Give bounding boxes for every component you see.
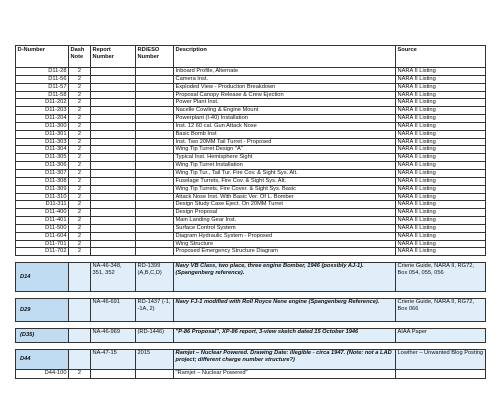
rdeso-cell <box>136 83 174 91</box>
source-cell: NARA II Listing <box>396 115 486 123</box>
description-cell: Navy FJ-1 modified with Roll Royce Nene engine (Spangenberg Reference). <box>174 299 396 322</box>
table-row-d29 <box>16 299 486 322</box>
dash-cell: 2 <box>69 154 91 162</box>
table-row <box>16 83 486 91</box>
source-cell <box>396 370 486 379</box>
report-cell <box>91 177 136 185</box>
description-cell: Wing Tip Tur., Tail Tur. Fire Cov. & Sight Sys. Alt. <box>174 169 396 177</box>
d-number-cell: D11-500 <box>16 224 69 232</box>
d-number-cell: D11-203 <box>16 107 69 115</box>
report-cell <box>91 115 136 123</box>
description-cell: Wing Structure <box>174 240 396 248</box>
dash-cell: 2 <box>69 232 91 240</box>
rdeso-cell <box>136 224 174 232</box>
source-cell: NARA II Listing <box>396 162 486 170</box>
source-cell: NARA II Listing <box>396 83 486 91</box>
d-number-cell: D44 <box>16 350 69 370</box>
report-cell <box>91 107 136 115</box>
description-cell: Inst. 12 60 cal. Gun Attack Nose <box>174 122 396 130</box>
rdeso-cell <box>136 146 174 154</box>
table-row <box>16 146 486 154</box>
dash-cell <box>69 350 91 370</box>
description-cell: Exploded View - Production Breakdown <box>174 83 396 91</box>
report-cell: NA-46-969 <box>91 329 136 343</box>
header-source: Source <box>396 46 486 68</box>
table-row <box>16 154 486 162</box>
dash-cell: 2 <box>69 177 91 185</box>
dash-cell: 2 <box>69 201 91 209</box>
report-cell <box>91 209 136 217</box>
spacer-row <box>16 322 486 329</box>
table-row <box>16 122 486 130</box>
source-cell: Crierie Guide, NARA II, RG72, Box 054, 055, 056 <box>396 263 486 292</box>
dash-cell: 2 <box>69 75 91 83</box>
report-cell <box>91 146 136 154</box>
description-cell: Design Proposal <box>174 209 396 217</box>
rdeso-cell: (RD-1446) <box>136 329 174 343</box>
source-cell: NARA II Listing <box>396 240 486 248</box>
report-cell <box>91 193 136 201</box>
d-number-cell: D11-306 <box>16 162 69 170</box>
description-cell: Basic Bomb Inst <box>174 130 396 138</box>
table-row <box>16 248 486 256</box>
source-cell: NARA II Listing <box>396 122 486 130</box>
d-number-cell: D11-303 <box>16 138 69 146</box>
source-cell: Crierie Guide, NARA II, RG72, Box 066 <box>396 299 486 322</box>
table-row <box>16 240 486 248</box>
d-number-cell: D29 <box>16 299 69 322</box>
description-cell: Attack Nose Inst. With Basic Ver. Of L. Bomber <box>174 193 396 201</box>
table-body <box>16 68 486 256</box>
table-header-row <box>16 46 486 68</box>
dash-cell: 2 <box>69 224 91 232</box>
report-cell <box>91 154 136 162</box>
table-body-highlight <box>16 256 486 379</box>
report-cell: NA-47-15 <box>91 350 136 370</box>
d-number-cell: D11-311 <box>16 201 69 209</box>
source-cell: NARA II Listing <box>396 217 486 225</box>
d-number-cell: D11-702 <box>16 248 69 256</box>
rdeso-cell <box>136 217 174 225</box>
d-number-cell: D44-100 <box>16 370 69 379</box>
rdeso-cell <box>136 68 174 76</box>
dash-cell: 2 <box>69 169 91 177</box>
table-row <box>16 75 486 83</box>
dash-cell: 2 <box>69 370 91 379</box>
report-cell <box>91 201 136 209</box>
source-cell: Lowther – Unwanted Blog Posting <box>396 350 486 370</box>
report-cell <box>91 224 136 232</box>
source-cell: NARA II Listing <box>396 209 486 217</box>
table-row <box>16 130 486 138</box>
dash-cell: 2 <box>69 185 91 193</box>
header-dash-note: Dash Note <box>69 46 91 68</box>
d-number-cell: D11-400 <box>16 209 69 217</box>
source-cell: NARA II Listing <box>396 68 486 76</box>
description-cell: Inst. Two 20MM Tail Turret - Proposed <box>174 138 396 146</box>
table-row <box>16 107 486 115</box>
table-row-d44 <box>16 350 486 370</box>
table-row <box>16 217 486 225</box>
rdeso-cell <box>136 115 174 123</box>
d-number-cell: D11-58 <box>16 91 69 99</box>
description-cell: Fuselage Turrets, Fire Cov. & Sight Sys. Alt. <box>174 177 396 185</box>
description-cell: Wing Tip Turrets, Fire Cover. & Sight Sys. Basic <box>174 185 396 193</box>
d-number-cell: D11-604 <box>16 232 69 240</box>
dash-cell: 2 <box>69 217 91 225</box>
d-number-cell: D11-202 <box>16 99 69 107</box>
description-cell: "P-86 Proposal", XP-86 report, 3-view sketch dated 15 October 1946 <box>174 329 396 343</box>
description-cell: Powerplant (I-40) Installation <box>174 115 396 123</box>
description-cell: Diagram Hydraulic System - Proposed <box>174 232 396 240</box>
description-cell: Proposal Canopy Release & Crew Ejection <box>174 91 396 99</box>
report-cell <box>91 217 136 225</box>
dash-cell: 2 <box>69 99 91 107</box>
source-cell: NARA II Listing <box>396 224 486 232</box>
report-cell <box>91 185 136 193</box>
source-cell: NARA II Listing <box>396 91 486 99</box>
d-number-cell: D11-304 <box>16 146 69 154</box>
table-row-d14 <box>16 263 486 292</box>
description-cell: Wing Tip Turret Installation <box>174 162 396 170</box>
source-cell: NARA II Listing <box>396 146 486 154</box>
table-row <box>16 91 486 99</box>
header-d-number: D-Number <box>16 46 69 68</box>
rdeso-cell <box>136 154 174 162</box>
rdeso-cell <box>136 169 174 177</box>
d-number-cell: D11-56 <box>16 75 69 83</box>
d-number-cell: D11-305 <box>16 154 69 162</box>
dash-cell: 2 <box>69 138 91 146</box>
report-cell <box>91 138 136 146</box>
table-row <box>16 68 486 76</box>
rdeso-cell <box>136 130 174 138</box>
rdeso-cell: 2015 <box>136 350 174 370</box>
table-row <box>16 201 486 209</box>
source-cell: NARA II Listing <box>396 193 486 201</box>
rdeso-cell: RD-1399 (A,B,C,D) <box>136 263 174 292</box>
table-row <box>16 193 486 201</box>
rdeso-cell <box>136 138 174 146</box>
rdeso-cell <box>136 370 174 379</box>
dash-cell: 2 <box>69 240 91 248</box>
report-cell <box>91 99 136 107</box>
dash-cell: 2 <box>69 209 91 217</box>
dash-cell: 2 <box>69 193 91 201</box>
dash-cell: 2 <box>69 91 91 99</box>
dash-cell: 2 <box>69 248 91 256</box>
description-cell: Typical Inst. Hemisphere Sight <box>174 154 396 162</box>
table-row <box>16 138 486 146</box>
dash-cell <box>69 329 91 343</box>
description-cell: Ramjet – Nuclear Powered. Drawing Date: illegible - circa 1947. (Note: not a LAD project; different charge number structure?) <box>174 350 396 370</box>
dash-cell: 2 <box>69 115 91 123</box>
report-cell <box>91 83 136 91</box>
description-cell: Inboard Profile, Alternate <box>174 68 396 76</box>
spacer-row <box>16 292 486 299</box>
rdeso-cell <box>136 107 174 115</box>
spacer-row <box>16 343 486 350</box>
dash-cell: 2 <box>69 162 91 170</box>
source-cell: NARA II Listing <box>396 154 486 162</box>
description-cell: Design Study Case Eject. On 20MM Turret <box>174 201 396 209</box>
rdeso-cell <box>136 91 174 99</box>
source-cell: AIAA Paper <box>396 329 486 343</box>
d-number-cell: D11-401 <box>16 217 69 225</box>
source-cell: NARA II Listing <box>396 177 486 185</box>
rdeso-cell <box>136 201 174 209</box>
dash-cell <box>69 299 91 322</box>
rdeso-cell <box>136 177 174 185</box>
description-cell: Navy VB Class, two place, three engine Bomber, 1946 (possibly AJ-1). (Spangenberg reference). <box>174 263 396 292</box>
rdeso-cell <box>136 162 174 170</box>
d-number-cell: D11-57 <box>16 83 69 91</box>
rdeso-cell <box>136 75 174 83</box>
d-number-cell: D11-309 <box>16 185 69 193</box>
rdeso-cell: RD-1437 (-1, -1A, 2) <box>136 299 174 322</box>
description-cell: Wing Tip Turret Design "A" <box>174 146 396 154</box>
report-cell <box>91 248 136 256</box>
header-report-number: Report Number <box>91 46 136 68</box>
rdeso-cell <box>136 99 174 107</box>
description-cell: "Ramjet – Nuclear Powered" <box>174 370 396 379</box>
source-cell: NARA II Listing <box>396 201 486 209</box>
d-number-cell: (D35) <box>16 329 69 343</box>
description-cell: Camera Inst. <box>174 75 396 83</box>
drawing-list-table <box>15 45 486 379</box>
rdeso-cell <box>136 232 174 240</box>
table-row <box>16 209 486 217</box>
report-cell <box>91 68 136 76</box>
source-cell: NARA II Listing <box>396 75 486 83</box>
report-cell: NA-46-691 <box>91 299 136 322</box>
table-row <box>16 99 486 107</box>
table-row <box>16 162 486 170</box>
d-number-cell: D11-308 <box>16 177 69 185</box>
source-cell: NARA II Listing <box>396 248 486 256</box>
description-cell: Surface Control System <box>174 224 396 232</box>
description-cell: Proposed Emergency Structure Diagram <box>174 248 396 256</box>
report-cell <box>91 240 136 248</box>
table-row <box>16 177 486 185</box>
d-number-cell: D11-701 <box>16 240 69 248</box>
d-number-cell: D11-28 <box>16 68 69 76</box>
spacer-row <box>16 256 486 263</box>
source-cell: NARA II Listing <box>396 169 486 177</box>
report-cell <box>91 169 136 177</box>
table-row <box>16 169 486 177</box>
d-number-cell: D11-301 <box>16 130 69 138</box>
report-cell <box>91 75 136 83</box>
dash-cell: 2 <box>69 130 91 138</box>
dash-cell: 2 <box>69 68 91 76</box>
table-row <box>16 115 486 123</box>
table-row-d35 <box>16 329 486 343</box>
dash-cell <box>69 263 91 292</box>
source-cell: NARA II Listing <box>396 138 486 146</box>
source-cell: NARA II Listing <box>396 130 486 138</box>
rdeso-cell <box>136 185 174 193</box>
rdeso-cell <box>136 248 174 256</box>
table-row <box>16 232 486 240</box>
table-row <box>16 185 486 193</box>
table-row <box>16 224 486 232</box>
dash-cell: 2 <box>69 122 91 130</box>
d-number-cell: D11-300 <box>16 122 69 130</box>
report-cell: NA-46-348, 351, 352 <box>91 263 136 292</box>
report-cell <box>91 370 136 379</box>
dash-cell: 2 <box>69 146 91 154</box>
table-row-d44-100 <box>16 370 486 379</box>
rdeso-cell <box>136 193 174 201</box>
rdeso-cell <box>136 240 174 248</box>
report-cell <box>91 232 136 240</box>
report-cell <box>91 130 136 138</box>
header-description: Description <box>174 46 396 68</box>
description-cell: Main Landing Gear Inst. <box>174 217 396 225</box>
d-number-cell: D11-204 <box>16 115 69 123</box>
header-rd-eso-number: RD/ESO Number <box>136 46 174 68</box>
d-number-cell: D11-307 <box>16 169 69 177</box>
dash-cell: 2 <box>69 83 91 91</box>
rdeso-cell <box>136 122 174 130</box>
report-cell <box>91 122 136 130</box>
description-cell: Nacelle Cowling & Engine Mount <box>174 107 396 115</box>
dash-cell: 2 <box>69 107 91 115</box>
source-cell: NARA II Listing <box>396 99 486 107</box>
source-cell: NARA II Listing <box>396 232 486 240</box>
rdeso-cell <box>136 209 174 217</box>
description-cell: Power Plant Inst. <box>174 99 396 107</box>
d-number-cell: D11-310 <box>16 193 69 201</box>
source-cell: NARA II Listing <box>396 185 486 193</box>
d-number-cell: D14 <box>16 263 69 292</box>
source-cell: NARA II Listing <box>396 107 486 115</box>
report-cell <box>91 162 136 170</box>
report-cell <box>91 91 136 99</box>
